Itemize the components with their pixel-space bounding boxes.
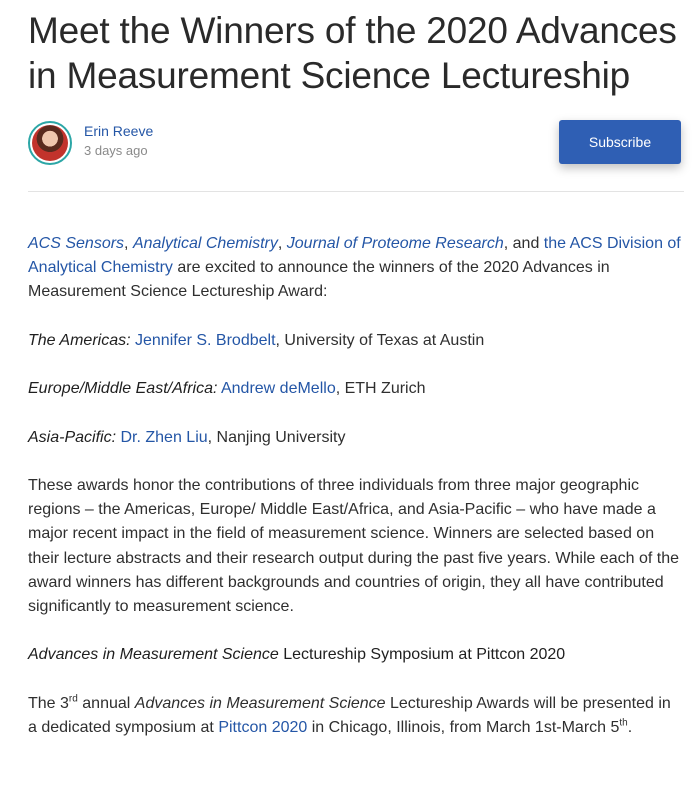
- winner-affiliation: , University of Texas at Austin: [275, 331, 485, 349]
- link-acs-division[interactable]: the ACS Division of Analytical Chemistry: [28, 235, 681, 277]
- avatar-photo: [32, 125, 68, 161]
- link-analytical-chemistry[interactable]: Analytical Chemistry: [132, 235, 278, 252]
- author-bar: [28, 120, 684, 192]
- article: [28, 8, 684, 764]
- article-title: Meet the Winners of the 2020 Advances in Measurement Science Lectureship: [28, 10, 677, 96]
- link-pittcon[interactable]: Pittcon 2020: [218, 718, 308, 736]
- post-time: 3 days ago: [84, 143, 148, 158]
- text-sep: ,: [124, 235, 133, 252]
- symposium-heading: [28, 643, 684, 667]
- text: The 3: [28, 694, 69, 712]
- superscript: th: [619, 717, 628, 729]
- region-label: The Americas:: [28, 331, 131, 349]
- avatar[interactable]: [28, 121, 72, 165]
- text: .: [627, 718, 633, 736]
- winner-affiliation: , ETH Zurich: [335, 380, 426, 398]
- winner-emea: [28, 377, 684, 401]
- text: in Chicago, Illinois, from March 1st-March 5: [307, 718, 620, 736]
- symposium-heading-rest: Lectureship Symposium at Pittcon 2020: [278, 646, 566, 664]
- symposium-heading-italic: Advances in Measurement Science: [28, 646, 279, 664]
- text-sep: , and: [503, 235, 544, 252]
- author-name[interactable]: Erin Reeve: [84, 123, 154, 139]
- italic-text: Advances in Measurement Science: [134, 694, 386, 712]
- winner-link[interactable]: Dr. Zhen Liu: [120, 428, 208, 446]
- superscript: rd: [68, 693, 78, 705]
- intro-text: are excited to announce the winners of the 2020 Advances in Measurement Science Lectureship Award:: [28, 259, 610, 301]
- region-label: Asia-Pacific:: [28, 428, 117, 446]
- description-paragraph: These awards honor the contributions of three individuals from three major geographic regions – the Americas, Europe/ Middle East/Africa, and Asia-Pacific – who have made a major recent impact in the field of measurement science. Winners are selected based on their lecture abstracts and their research output during the past five years. While each of the award winners has different backgrounds and countries of origin, they all have contributed significantly to measurement science.: [28, 476, 680, 615]
- text: annual: [77, 694, 135, 712]
- intro-paragraph: [28, 232, 684, 305]
- region-label: Europe/Middle East/Africa:: [28, 380, 218, 398]
- link-journal-proteome-research[interactable]: Journal of Proteome Research: [286, 235, 504, 252]
- winner-link[interactable]: Andrew deMello: [220, 380, 336, 398]
- text: Lectureship Awards will be presented in a dedicated symposium at: [28, 694, 671, 736]
- winner-affiliation: , Nanjing University: [207, 428, 346, 446]
- winner-link[interactable]: Jennifer S. Brodbelt: [135, 331, 276, 349]
- article-body: [28, 232, 684, 740]
- winner-apac: [28, 426, 684, 450]
- subscribe-button[interactable]: Subscribe: [559, 120, 681, 164]
- text-sep: ,: [277, 235, 287, 252]
- link-acs-sensors[interactable]: ACS Sensors: [28, 235, 125, 252]
- winner-americas: [28, 329, 684, 353]
- symposium-paragraph: [28, 692, 684, 740]
